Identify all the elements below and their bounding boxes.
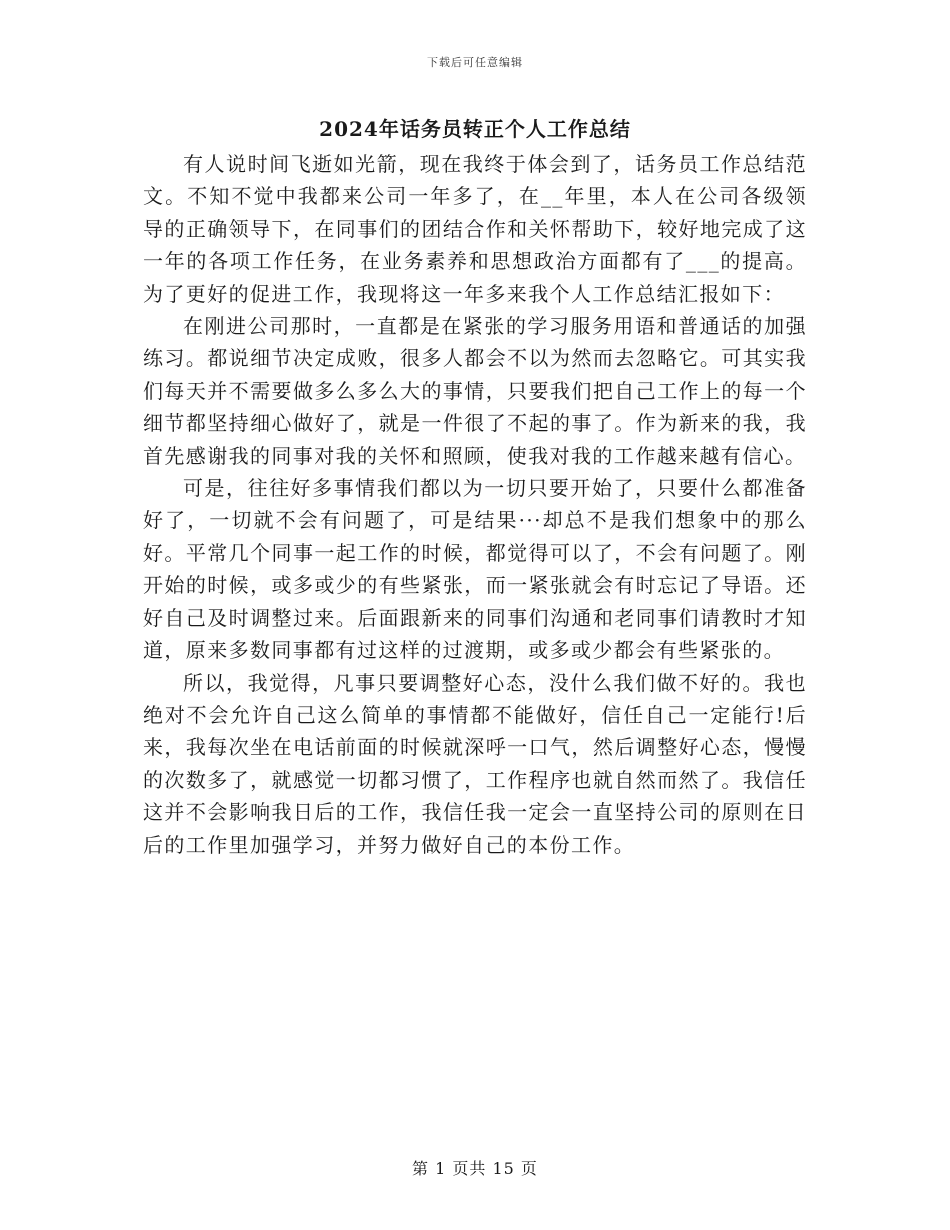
page-number-footer: 第 1 页共 15 页 bbox=[412, 1159, 538, 1178]
document-body bbox=[143, 148, 807, 861]
paragraph-3: 可是，往往好多事情我们都以为一切只要开始了，只要什么都准备好了，一切就不会有问题了，可是结果···却总不是我们想象中的那么好。平常几个同事一起工作的时候，都觉得可以了，不会有问题了。刚开始的时候，或多或少的有些紧张，而一紧张就会有时忘记了导语。还好自己及时调整过来。后面跟新来的同事们沟通和老同事们请教时才知道，原来多数同事都有过这样的过渡期，或多或少都会有些紧张的。 bbox=[143, 476, 807, 663]
document-title: 2024年话务员转正个人工作总结 bbox=[319, 117, 631, 141]
paragraph-4: 所以，我觉得，凡事只要调整好心态，没什么我们做不好的。我也绝对不会允许自己这么简单的事情都不能做好，信任自己一定能行!后来，我每次坐在电话前面的时候就深呼一口气，然后调整好心态，慢慢的次数多了，就感觉一切都习惯了，工作程序也就自然而然了。我信任这并不会影响我日后的工作，我信任我一定会一直坚持公司的原则在日后的工作里加强学习，并努力做好自己的本份工作。 bbox=[143, 670, 807, 857]
header-note: 下载后可任意编辑 bbox=[427, 56, 523, 69]
paragraph-1: 有人说时间飞逝如光箭，现在我终于体会到了，话务员工作总结范文。不知不觉中我都来公司一年多了，在__年里，本人在公司各级领导的正确领导下，在同事们的团结合作和关怀帮助下，较好地完成了这一年的各项工作任务，在业务素养和思想政治方面都有了___的提高。为了更好的促进工作，我现将这一年多来我个人工作总结汇报如下： bbox=[143, 152, 807, 306]
paragraph-2: 在刚进公司那时，一直都是在紧张的学习服务用语和普通话的加强练习。都说细节决定成败，很多人都会不以为然而去忽略它。可其实我们每天并不需要做多么多么大的事情，只要我们把自己工作上的每一个细节都坚持细心做好了，就是一件很了不起的事了。作为新来的我，我首先感谢我的同事对我的关怀和照顾，使我对我的工作越来越有信心。 bbox=[143, 314, 807, 468]
